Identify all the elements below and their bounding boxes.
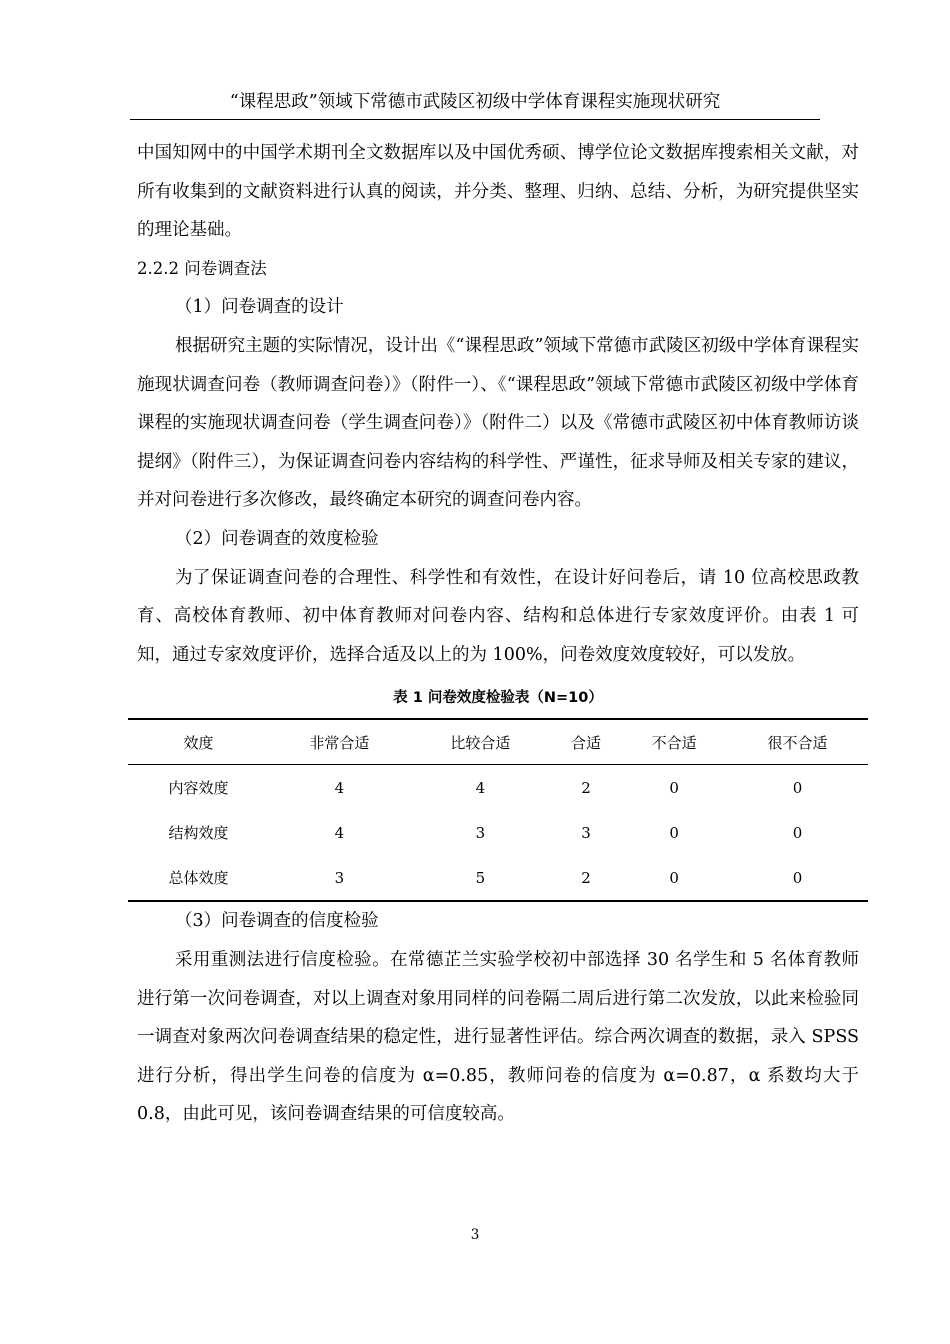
- running-header: “课程思政”领域下常德市武陵区初级中学体育课程实施现状研究: [130, 88, 820, 120]
- table-cell: 内容效度: [168, 779, 229, 798]
- table-row: [128, 765, 868, 811]
- table-cell: 0: [792, 823, 803, 842]
- paragraph-literature: 中国知网中的中国学术期刊全文数据库以及中国优秀硕、博学位论文数据库搜索相关文献，对所有收集到的文献资料进行认真的阅读，并分类、整理、归纳、总结、分析，为研究提供坚实的理论基础。: [137, 143, 859, 241]
- table-cell: 4: [334, 778, 345, 797]
- table-row: [128, 810, 868, 855]
- table-cell: 2: [581, 868, 591, 887]
- table-cell: 0: [669, 823, 679, 842]
- table-header-cell: 合适: [551, 719, 621, 765]
- page-body: [137, 134, 859, 1134]
- table-cell: 3: [581, 823, 591, 842]
- table-cell: 3: [334, 868, 345, 887]
- table-header-cell: 不合适: [621, 719, 727, 765]
- table-cell: 2: [581, 778, 591, 797]
- table-header-cell: 效度: [128, 719, 269, 765]
- subheading-design: （1）问卷调查的设计: [175, 297, 344, 318]
- table-caption: 表 1 问卷效度检验表（N=10）: [393, 690, 603, 707]
- paragraph-reliability: 采用重测法进行信度检验。在常德芷兰实验学校初中部选择 30 名学生和 5 名体育教师进行第一次问卷调查，对以上调查对象用同样的问卷隔二周后进行第二次发放，以此来检验同一调查对象两次问卷调查结果的稳定性，进行显著性评估。综合两次调查的数据，录入 SPSS 进行分析，得出学生问卷的信度为 α=0.85，教师问卷的信度为 α=0.87，α 系数均大于 0.8，由此可见，该问卷调查结果的可信度较高。: [137, 949, 859, 1125]
- table-cell: 0: [669, 778, 679, 797]
- table-header-cell: 非常合适: [269, 719, 410, 765]
- table-cell: 0: [792, 868, 803, 887]
- table-header-cell: 很不合适: [727, 719, 868, 765]
- table-cell: 4: [334, 823, 345, 842]
- section-heading-2-2-2: 2.2.2 问卷调查法: [137, 258, 267, 278]
- table-cell: 结构效度: [168, 824, 229, 843]
- table-cell: 5: [475, 868, 486, 887]
- table-cell: 4: [475, 778, 486, 797]
- subheading-reliability: （3）问卷调查的信度检验: [175, 911, 379, 932]
- subheading-validity: （2）问卷调查的效度检验: [175, 528, 379, 549]
- table-header-cell: 比较合适: [410, 719, 551, 765]
- table-cell: 3: [475, 823, 486, 842]
- validity-table: [128, 718, 868, 902]
- table-cell: 总体效度: [168, 869, 229, 888]
- paragraph-validity: 为了保证调查问卷的合理性、科学性和有效性，在设计好问卷后，请 10 位高校思政教育、高校体育教师、初中体育教师对问卷内容、结构和总体进行专家效度评价。由表 1 可知，通过专家效度评价，选择合适及以上的为 100%，问卷效度效度较好，可以发放。: [137, 567, 859, 665]
- table-row: [128, 855, 868, 901]
- paragraph-design: 根据研究主题的实际情况，设计出《“课程思政”领域下常德市武陵区初级中学体育课程实施现状调查问卷（教师调查问卷）》（附件一）、《“课程思政”领域下常德市武陵区初级中学体育课程的实施现状调查问卷（学生调查问卷）》（附件二）以及《常德市武陵区初中体育教师访谈提纲》（附件三），为保证调查问卷内容结构的科学性、严谨性，征求导师及相关专家的建议，并对问卷进行多次修改，最终确定本研究的调查问卷内容。: [137, 335, 859, 511]
- table-cell: 0: [792, 778, 803, 797]
- table-cell: 0: [669, 868, 679, 887]
- page-number: 3: [470, 1227, 480, 1243]
- table-header-row: [128, 719, 868, 765]
